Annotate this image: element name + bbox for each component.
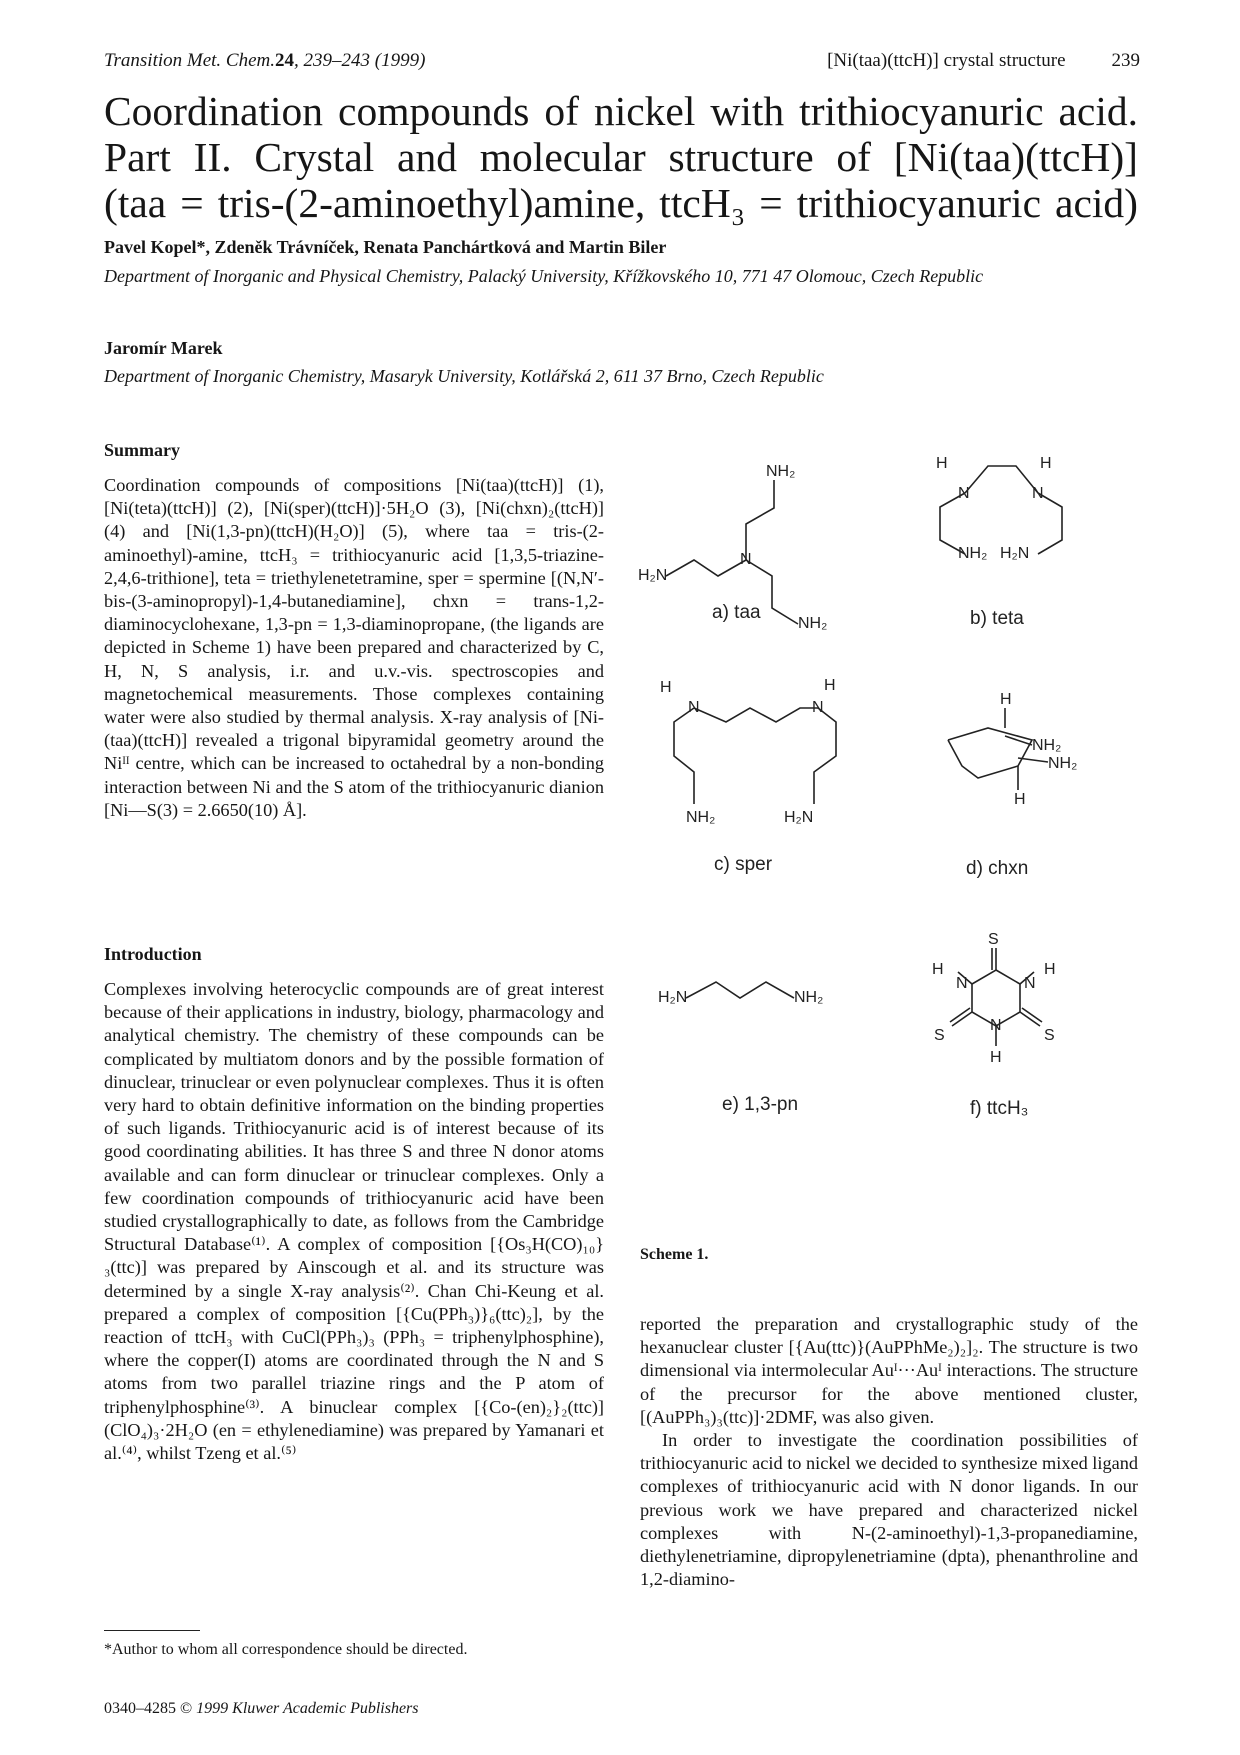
article-title xyxy=(104,88,1138,226)
atom-h: H xyxy=(660,679,672,696)
atom-n: N xyxy=(740,551,752,568)
atom-nh2: NH₂ xyxy=(766,463,796,480)
author-list: Pavel Kopel*, Zdeněk Trávníček, Renata Panchártková and Martin Biler xyxy=(104,237,667,257)
atom-h2n: H₂N xyxy=(658,989,688,1006)
affiliation-1: Department of Inorganic and Physical Chemistry, Palacký University, Křížkovského 10, 771 47 Olomouc, Czech Republic xyxy=(104,266,984,286)
atom-nh2: NH₂ xyxy=(1032,737,1062,754)
atom-nh2: NH₂ xyxy=(1048,755,1078,772)
atom-n: N xyxy=(812,699,824,716)
atom-s: S xyxy=(988,931,999,948)
atom-n: N xyxy=(1032,485,1044,502)
atom-n: N xyxy=(688,699,700,716)
introduction-text: Complexes involving heterocyclic compounds are of great interest because of their applications in industry, biology, pharmacology and analytical chemistry. The chemistry of these compounds can be complicated by multiatom donors and by the possible formation of dinuclear, trinuclear or even polynuclear complexes. Thus it is often very hard to obtain definitive information on the binding properties of such ligands. Trithiocyanuric acid is of interest because of its good coordinating abilities. It has three S and three N donor atoms available and can form dinuclear or trinuclear complexes. Only a few coordination compounds of trithiocyanuric acid have been studied crystallographically to date, as follows from the Cambridge Structural Database⁽¹⁾. A complex of composition [{Os₃H(CO)₁₀}₃(ttc)] was prepared by Ainscough et al. and its structure was determined by a single X-ray analysis⁽²⁾. Chan Chi-Keung et al. prepared a complex of composition [{Cu(PPh₃)}₆(ttc)₂], by the reaction of ttcH₃ with CuCl(PPh₃)₃ (PPh₃ = triphenylphosphine), where the copper(I) atoms are coordinated through the N and S atoms from two parallel triazine rings and the P atom of triphenylphosphine⁽³⁾. A binuclear complex [{Co-(en)₂}₂(ttc)](ClO₄)₃·2H₂O (en = ethylenediamine) was prepared by Yamanari et al.⁽⁴⁾, whilst Tzeng et al.⁽⁵⁾ xyxy=(104,979,604,1464)
atom-n: N xyxy=(990,1017,1002,1034)
atom-nh2: NH₂ xyxy=(794,989,824,1006)
paragraph-aims: In order to investigate the coordination possibilities of trithiocyanuric acid to nickel we decided to synthesize mixed ligand complexes of trithiocyanuric acid with N donor ligands. In our previous work we have prepared and characterized nickel complexes with N-(2-aminoethyl)-1,3-propanediamine, diethylenetriamine, dipropylenetriamine (dpta), phenanthroline and 1,2-diamino- xyxy=(640,1430,1139,1590)
footnote: *Author to whom all correspondence should be directed. xyxy=(104,1641,468,1658)
label-pn: e) 1,3-pn xyxy=(722,1094,799,1115)
atom-n: N xyxy=(956,975,968,992)
atom-h: H xyxy=(1000,691,1012,708)
atom-nh2: NH₂ xyxy=(798,615,828,632)
atom-n: N xyxy=(1024,975,1036,992)
label-chxn: d) chxn xyxy=(966,858,1029,879)
atom-h: H xyxy=(936,455,948,472)
atom-h2n: H₂N xyxy=(1000,545,1030,562)
title-line-2: Part II. Crystal and molecular structure of [Ni(taa)(ttcH)] xyxy=(104,134,1138,180)
scheme-caption: Scheme 1. xyxy=(640,1246,709,1263)
right-column-text xyxy=(640,1313,1138,1591)
atom-s: S xyxy=(934,1027,945,1044)
atom-h: H xyxy=(990,1049,1002,1066)
summary-heading: Summary xyxy=(104,440,180,460)
label-sper: c) sper xyxy=(714,854,773,875)
paragraph-continuation: reported the preparation and crystallographic study of the hexanuclear cluster [{Au(ttc)}(AuPPhMe₂)₂]₂. The structure is two dimensional via intermolecular Auᴵ···Auᴵ interactions. The structure of the precursor for the above mentioned cluster, [(AuPPh₃)₃(ttc)]·2DMF, was also given. xyxy=(640,1314,1138,1427)
atom-n: N xyxy=(958,485,970,502)
atom-h: H xyxy=(1014,791,1026,808)
introduction-heading: Introduction xyxy=(104,944,202,964)
copyright-line: 0340–4285 © 1999 Kluwer Academic Publishers xyxy=(104,1700,419,1717)
atom-h: H xyxy=(932,961,944,978)
running-head-right: [Ni(taa)(ttcH)] crystal structure 239 xyxy=(827,50,1140,71)
title-line-3: (taa = tris-(2-aminoethyl)amine, ttcH₃ = trithiocyanuric acid) xyxy=(104,180,1138,226)
atom-h: H xyxy=(1040,455,1052,472)
title-line-1: Coordination compounds of nickel with trithiocyanuric acid. xyxy=(104,88,1138,134)
atom-h: H xyxy=(824,677,836,694)
atom-h2n: H₂N xyxy=(784,809,814,826)
atom-s: S xyxy=(1044,1027,1055,1044)
atom-nh2: NH₂ xyxy=(958,545,988,562)
label-taa: a) taa xyxy=(712,602,761,623)
label-ttch3: f) ttcH₃ xyxy=(970,1098,1029,1119)
affiliation-2: Department of Inorganic Chemistry, Masaryk University, Kotlářská 2, 611 37 Brno, Czech Republic xyxy=(104,366,824,386)
running-head-left: Transition Met. Chem.24, 239–243 (1999) xyxy=(104,50,426,71)
summary-text: Coordination compounds of compositions [Ni(taa)(ttcH)] (1), [Ni(teta)(ttcH)] (2), [Ni(sper)(ttcH)]·5H₂O (3), [Ni(chxn)₂(ttcH)] (4) and [Ni(1,3-pn)(ttcH)(H₂O)] (5), where taa = tris-(2-aminoethyl)-amine, ttcH₃ = trithiocyanuric acid [1,3,5-triazine-2,4,6-trithione], teta = triethylenetetramine, sper = spermine [(N,N′-bis-(3-aminopropyl)-1,4-butanediamine], chxn = trans-1,2-diaminocyclohexane, 1,3-pn = 1,3-diaminopropane, (the ligands are depicted in Scheme 1) have been prepared and characterized by C, H, N, S analysis, i.r. and u.v.-vis. spectroscopies and magnetochemical measurements. Those complexes containing water were also studied by thermal analysis. X-ray analysis of [Ni-(taa)(ttcH)] revealed a trigonal bipyramidal geometry around the Niᴵᴵ centre, which can be increased to octahedral by a non-bonding interaction between Ni and the S atom of the trithiocyanuric dianion [Ni—S(3) = 2.6650(10) Å]. xyxy=(104,475,604,820)
atom-nh2: NH₂ xyxy=(686,809,716,826)
author-2: Jaromír Marek xyxy=(104,338,223,358)
footnote-rule xyxy=(104,1630,200,1631)
atom-h: H xyxy=(1044,961,1056,978)
page-number: 239 xyxy=(1111,50,1140,71)
atom-h2n: H₂N xyxy=(638,567,668,584)
label-teta: b) teta xyxy=(970,608,1024,629)
scheme-1-ligands xyxy=(630,440,1150,1270)
